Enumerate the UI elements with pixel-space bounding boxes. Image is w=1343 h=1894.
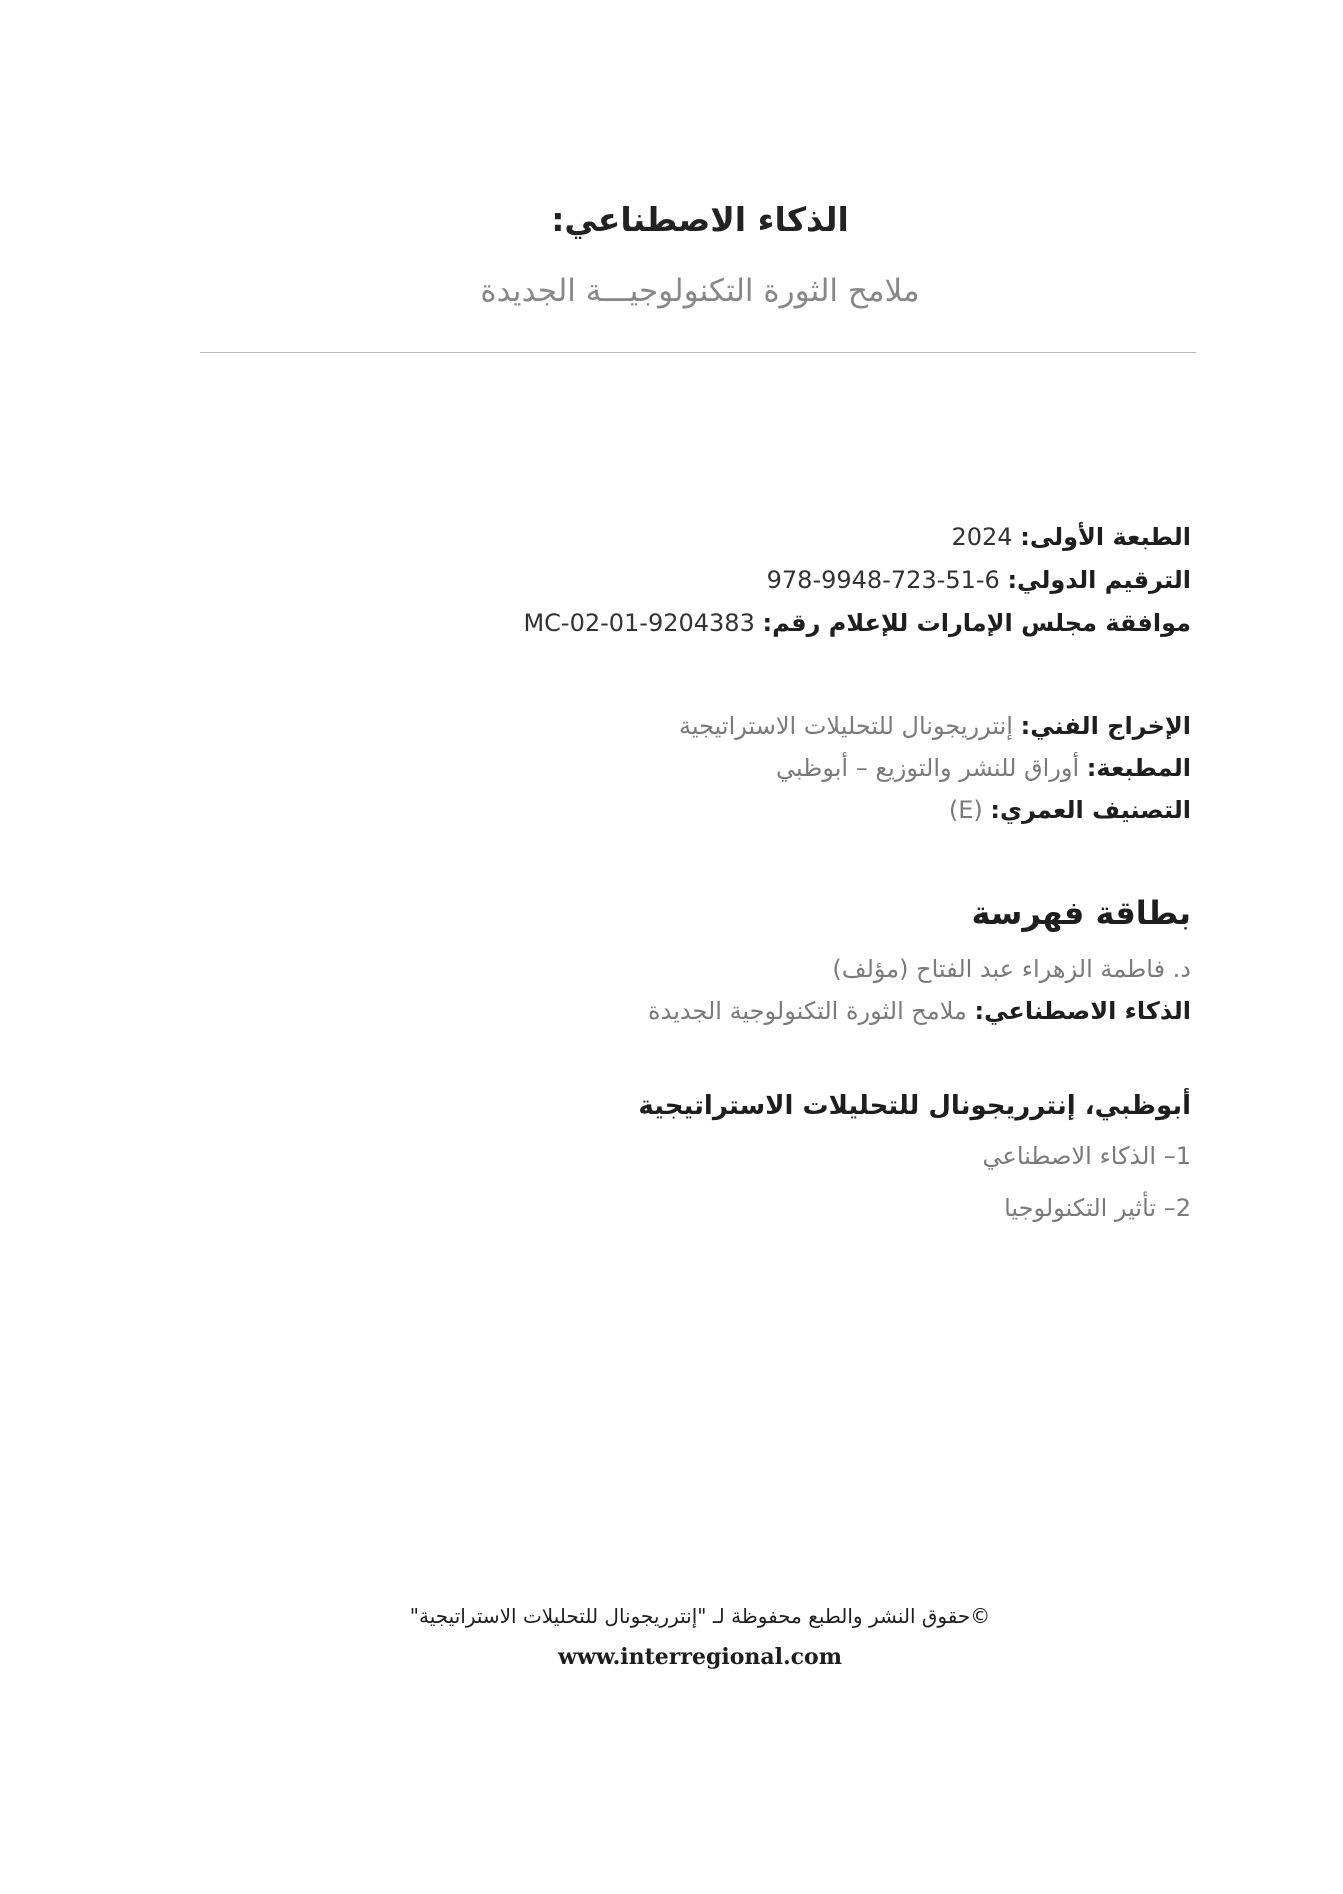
catalog-heading: بطاقة فهرسة [971, 894, 1191, 932]
approval-label: موافقة مجلس الإمارات للإعلام رقم: [762, 609, 1191, 637]
website-url: www.interregional.com [558, 1644, 842, 1670]
edition-label: الطبعة الأولى: [1020, 523, 1191, 551]
book-subtitle: ملامح الثورة التكنولوجيـــة الجديدة [480, 273, 920, 309]
design-label: الإخراج الفني: [1020, 712, 1191, 740]
isbn-line [371, 559, 1191, 602]
approval-value: MC-02-01-9204383 [523, 609, 755, 637]
subject-block [371, 1084, 1191, 1232]
title-block [200, 196, 1200, 314]
edition-value: 2024 [951, 523, 1013, 551]
title-divider [200, 352, 1196, 353]
catalog-book-value: ملامح الثورة التكنولوجية الجديدة [648, 997, 967, 1025]
catalog-book-label: الذكاء الاصطناعي: [974, 997, 1191, 1025]
printer-label: المطبعة: [1086, 754, 1191, 782]
copyright-block [200, 1600, 1200, 1674]
printer-line [371, 747, 1191, 789]
subject-item: 2– تأثير التكنولوجيا [1004, 1194, 1191, 1222]
age-rating-line [371, 789, 1191, 831]
publication-info [371, 516, 1191, 645]
catalog-author: د. فاطمة الزهراء عبد الفتاح (مؤلف) [832, 955, 1191, 983]
book-title: الذكاء الاصطناعي: [551, 200, 849, 239]
subject-item: 1– الذكاء الاصطناعي [982, 1142, 1191, 1170]
subject-heading: أبوظبي، إنترريجونال للتحليلات الاستراتيجية [638, 1091, 1191, 1121]
isbn-value: 978-9948-723-51-6 [766, 566, 1000, 594]
approval-line [371, 602, 1191, 645]
design-line [371, 705, 1191, 747]
production-info [371, 705, 1191, 831]
catalog-card [371, 888, 1191, 1032]
printer-value: أوراق للنشر والتوزيع – أبوظبي [776, 754, 1080, 782]
age-rating-label: التصنيف العمري: [990, 796, 1191, 824]
age-rating-value: (E) [948, 796, 983, 824]
catalog-book-line [371, 990, 1191, 1032]
copyright-notice: ©حقوق النشر والطبع محفوظة لـ "إنترريجونال للتحليلات الاستراتيجية" [409, 1604, 991, 1628]
catalog-author-line [371, 948, 1191, 990]
design-value: إنترريجونال للتحليلات الاستراتيجية [679, 712, 1013, 740]
isbn-label: الترقيم الدولي: [1007, 566, 1191, 594]
edition-line [371, 516, 1191, 559]
